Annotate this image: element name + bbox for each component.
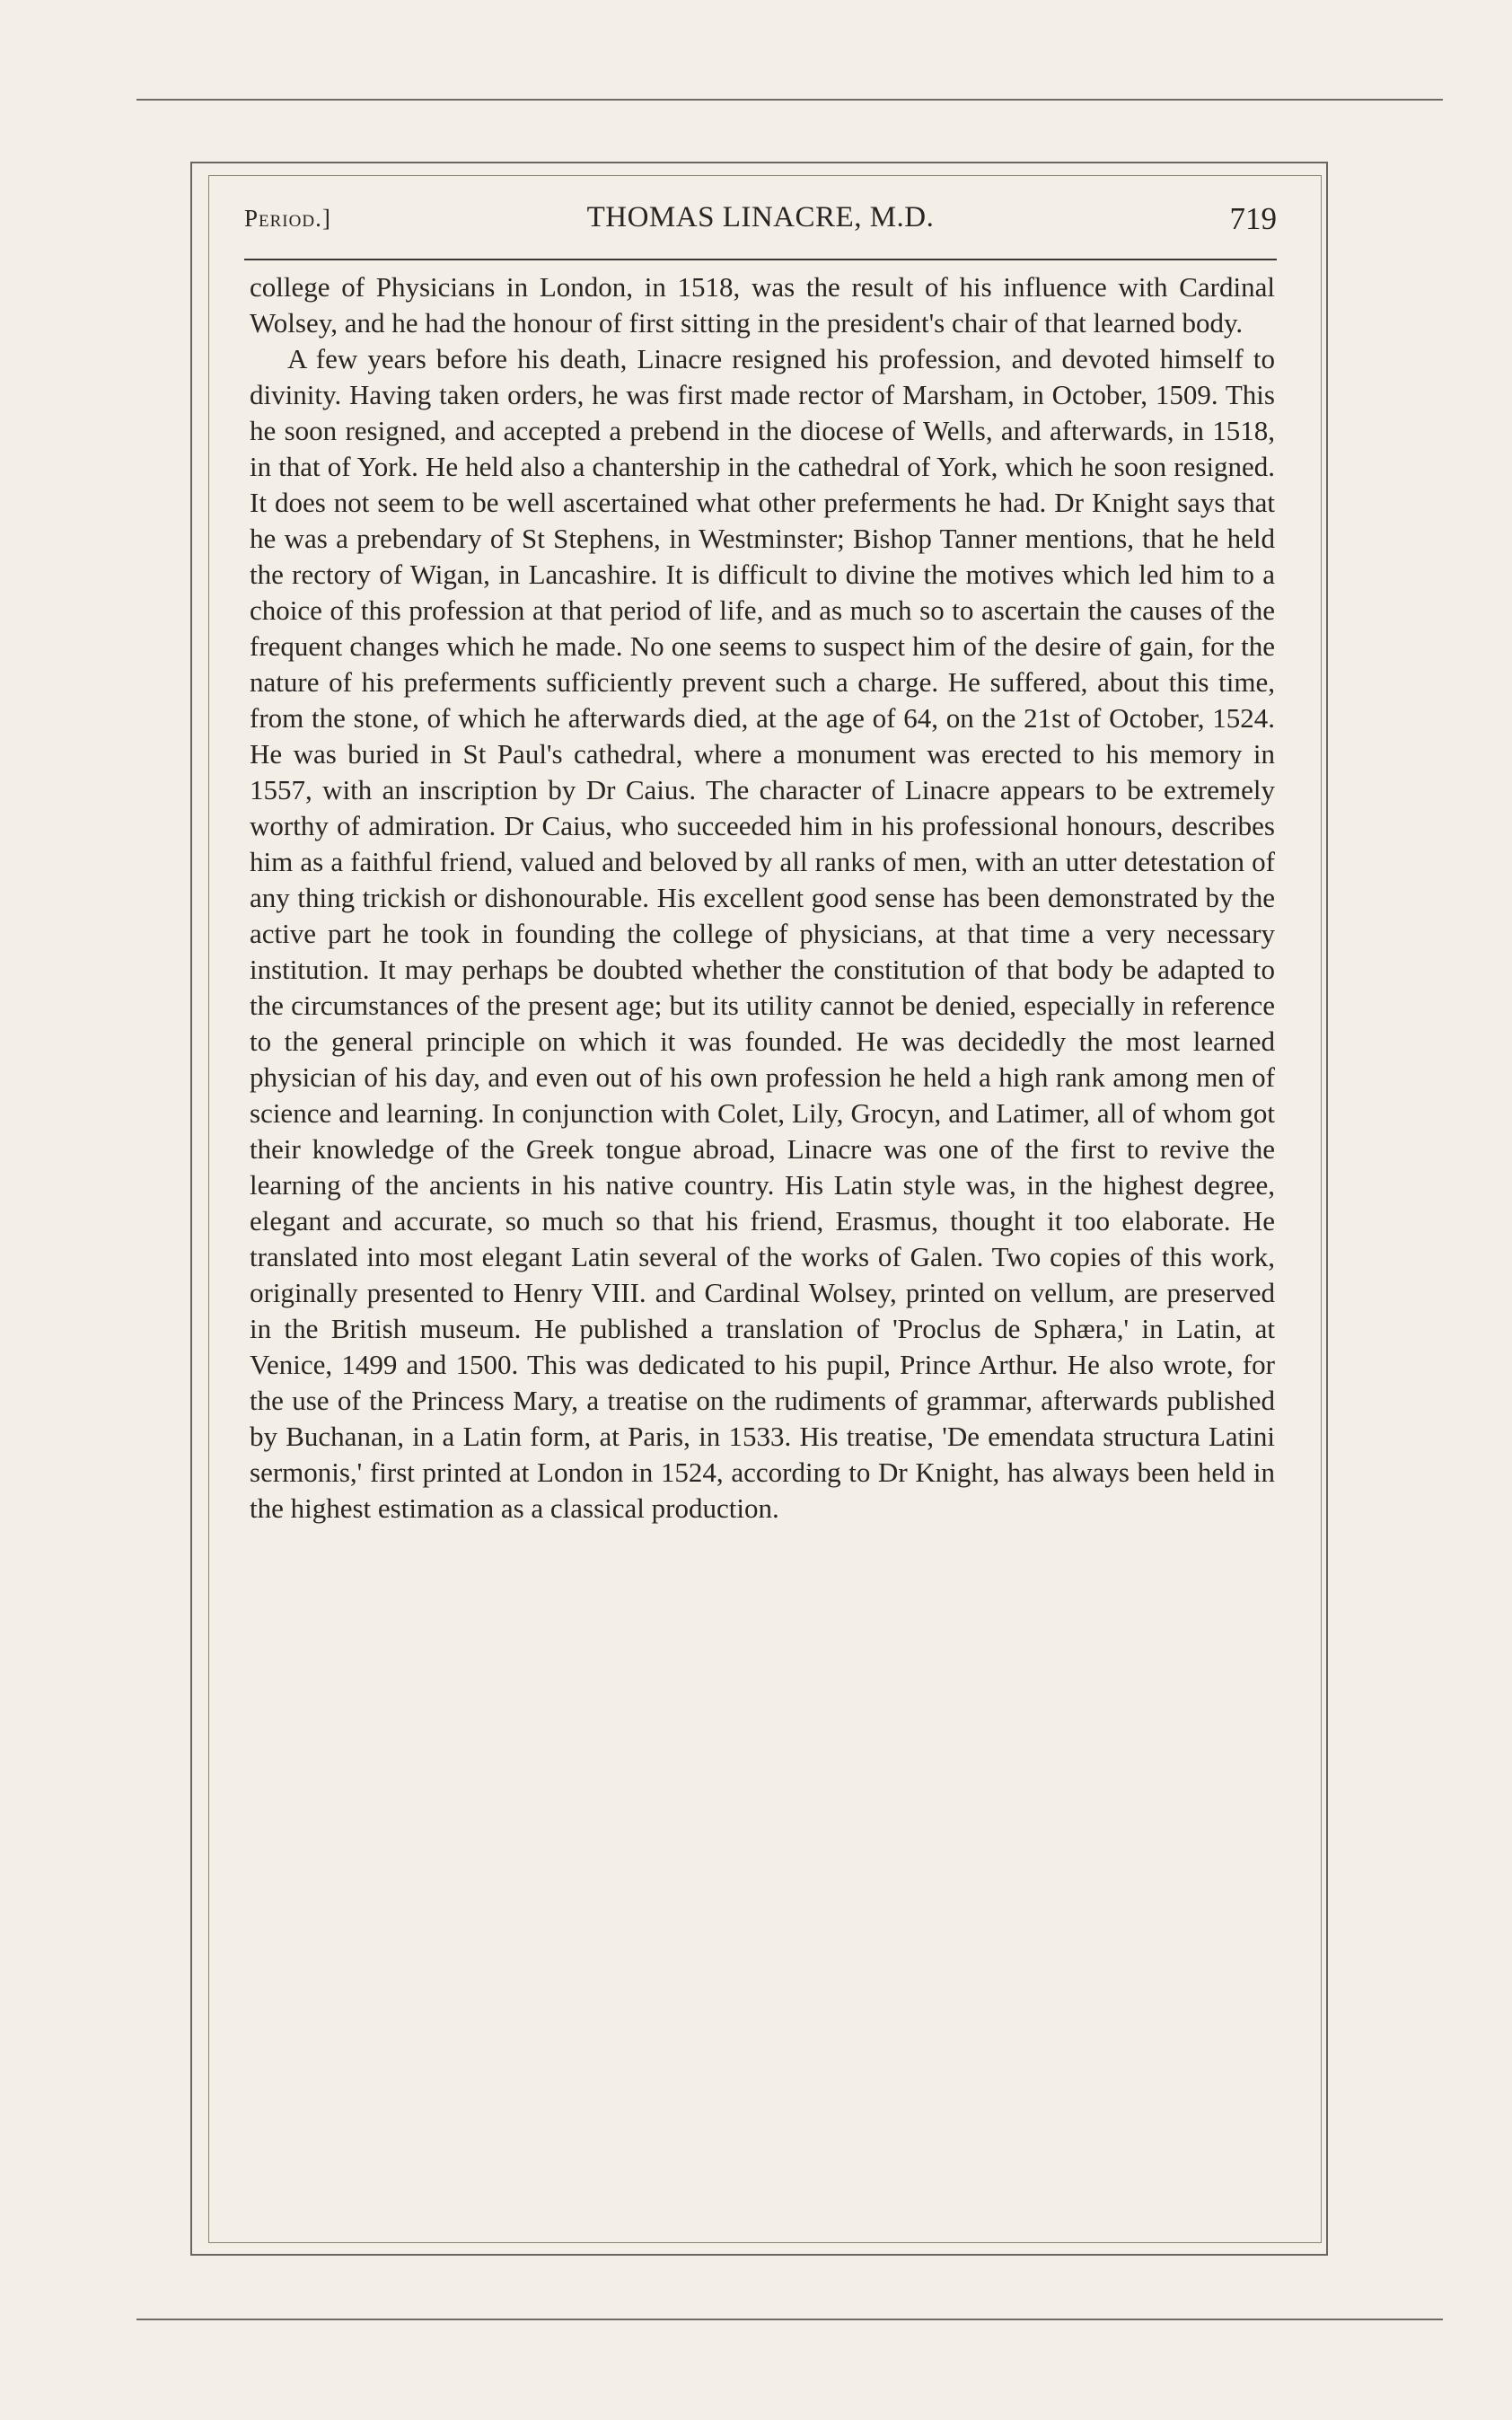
- body-text: [250, 269, 1275, 1527]
- top-rule: [136, 99, 1443, 101]
- page-number: 719: [1229, 201, 1277, 236]
- header-section-label: Period.]: [244, 205, 331, 232]
- bottom-rule: [136, 2319, 1443, 2320]
- running-header: [244, 201, 1277, 244]
- header-rule: [244, 259, 1277, 260]
- header-title: THOMAS LINACRE, M.D.: [586, 201, 935, 233]
- paragraph-1: college of Physicians in London, in 1518, was the result of his influence with Cardinal Wolsey, and he had the honour of first sitting in the president's chair of that learned body.: [250, 271, 1275, 339]
- paragraph-2: A few years before his death, Linacre resigned his profession, and devoted himself to divinity. Having taken orders, he was first made rector of Marsham, in October, 1509. This he soon resigned, and accepted a prebend in the diocese of Wells, and afterwards, in 1518, in that of York. He held also a chantership in the cathedral of York, which he soon resigned. It does not seem to be well ascertained what other preferments he had. Dr Knight says that he was a prebendary of St Stephens, in Westminster; Bishop Tanner mentions, that he held the rectory of Wigan, in Lancashire. It is difficult to divine the motives which led him to a choice of this profession at that period of life, and as much so to ascertain the causes of the frequent changes which he made. No one seems to suspect him of the desire of gain, for the nature of his preferments sufficiently prevent such a charge. He suffered, about this time, from the stone, of which he afterwards died, at the age of 64, on the 21st of October, 1524. He was buried in St Paul's cathedral, where a monument was erected to his memory in 1557, with an inscription by Dr Caius. The character of Linacre appears to be extremely worthy of admiration. Dr Caius, who succeeded him in his professional honours, describes him as a faithful friend, valued and beloved by all ranks of men, with an utter detestation of any thing trickish or dishonourable. His excellent good sense has been demonstrated by the active part he took in founding the college of physicians, at that time a very necessary institution. It may perhaps be doubted whether the constitution of that body be adapted to the circumstances of the present age; but its utility cannot be denied, especially in reference to the general principle on which it was founded. He was decidedly the most learned physician of his day, and even out of his own profession he held a high rank among men of science and learning. In conjunction with Colet, Lily, Grocyn, and Latimer, all of whom got their knowledge of the Greek tongue abroad, Linacre was one of the first to revive the learning of the ancients in his native country. His Latin style was, in the highest degree, elegant and accurate, so much so that his friend, Erasmus, thought it too elaborate. He translated into most elegant Latin several of the works of Galen. Two copies of this work, originally presented to Henry VIII. and Cardinal Wolsey, printed on vellum, are preserved in the British museum. He published a translation of 'Proclus de Sphæra,' in Latin, at Venice, 1499 and 1500. This was dedicated to his pupil, Prince Arthur. He also wrote, for the use of the Princess Mary, a treatise on the rudiments of grammar, afterwards published by Buchanan, in a Latin form, at Paris, in 1533. His treatise, 'De emendata structura Latini sermonis,' first printed at London in 1524, according to Dr Knight, has always been held in the highest estimation as a classical production.: [250, 343, 1275, 1524]
